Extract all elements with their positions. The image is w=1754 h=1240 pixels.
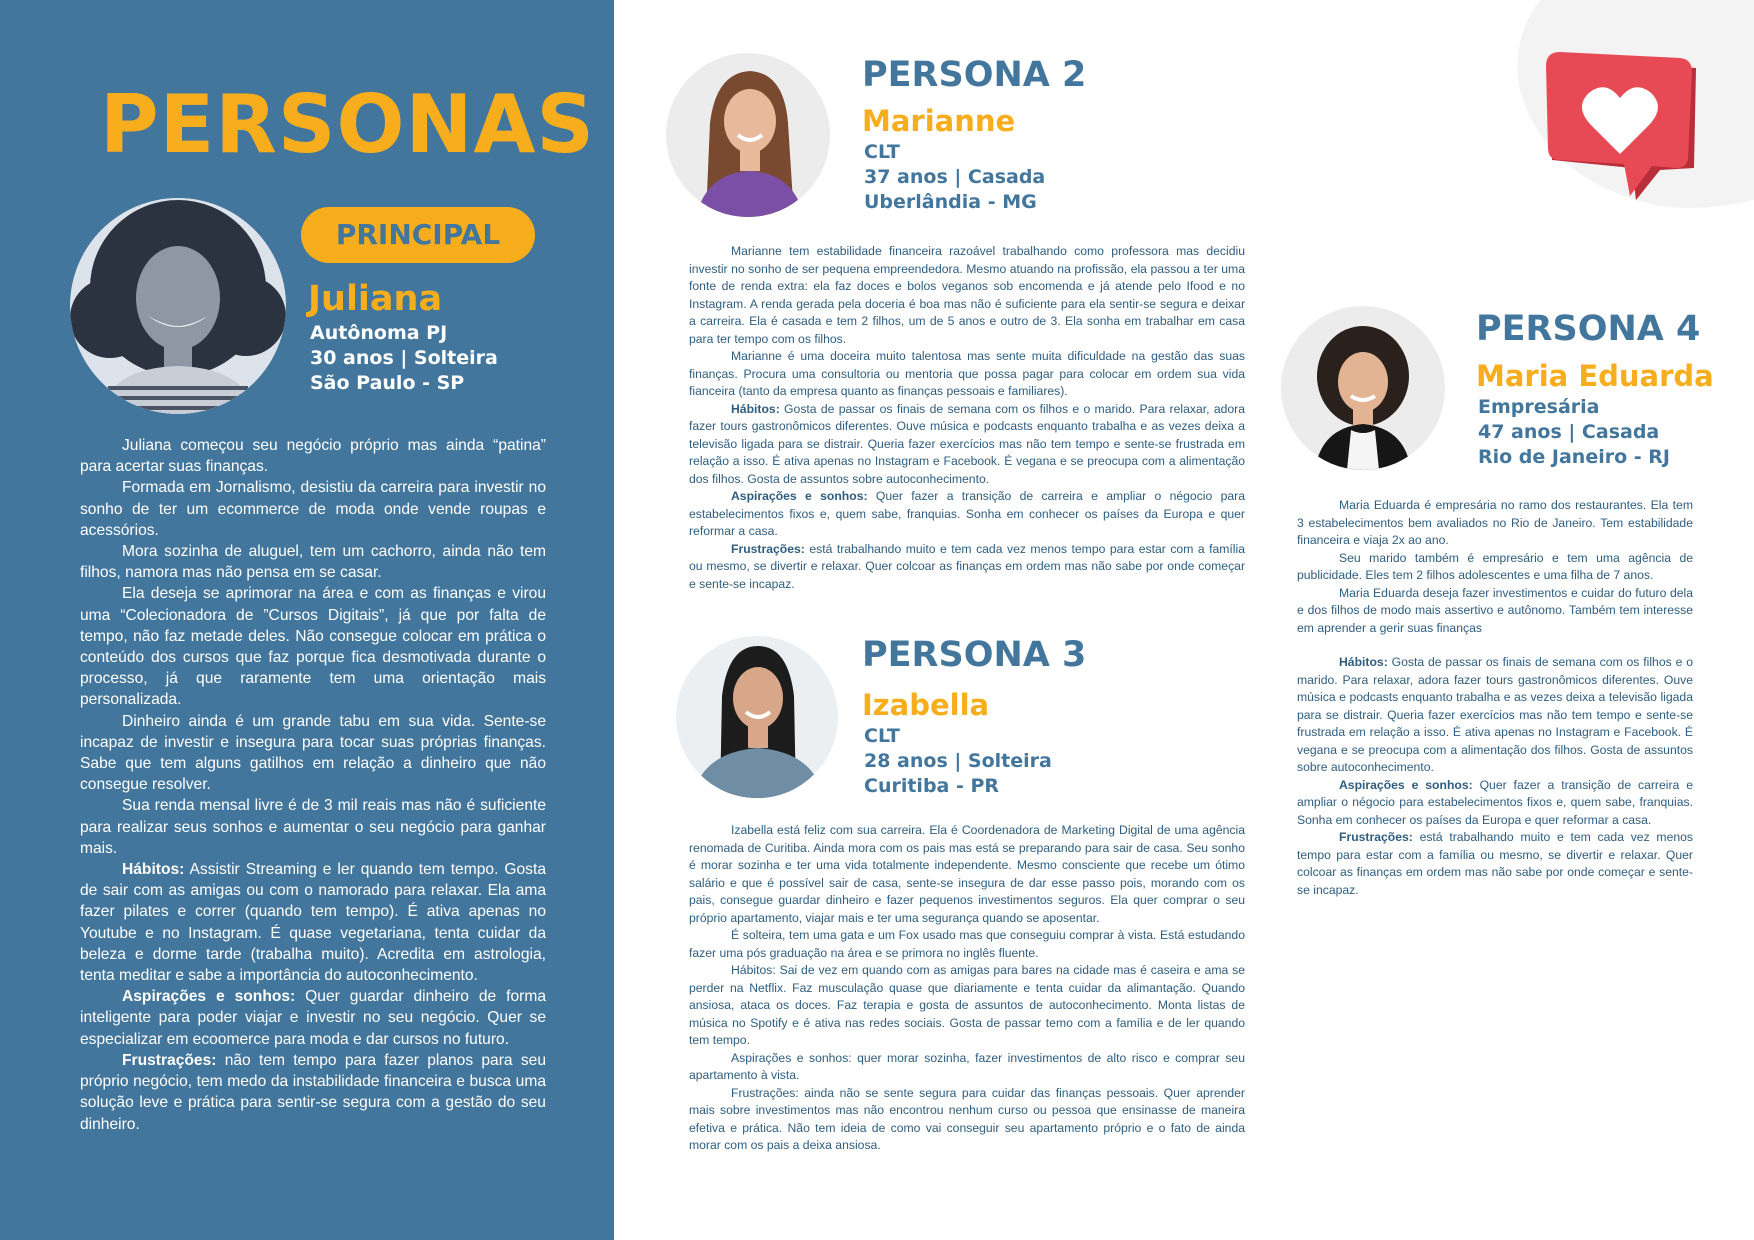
- juliana-name: Juliana: [308, 279, 443, 319]
- izabella-info: [864, 724, 1052, 799]
- maria-eduarda-location: Rio de Janeiro - RJ: [1478, 446, 1670, 468]
- paragraph-label: Hábitos:: [731, 401, 780, 416]
- paragraph-text: Ela deseja se aprimorar na área e com as finanças e virou uma “Colecionadora de ”Cursos Digitais”, já que por falta de tempo, não faz metade deles. Não consegue colocar em prática o conteúdo dos cursos que faz porque fica desmotivada durante o processo, já que raramente tem uma orientação mais personalizada.: [80, 585, 546, 709]
- paragraph-text: Marianne é uma doceira muito talentosa mas sente muita dificuldade na gestão das suas finanças. Procura uma consultoria ou mentoria que possa pagar para colocar em ordem sua vida fianceira (tanto da empresa quanto as finanças pessoais e familiares).: [689, 349, 1245, 398]
- description-paragraph: [1297, 585, 1693, 638]
- paragraph-text: está trabalhando muito e tem cada vez menos tempo para estar com a família ou mesmo, se divertir e relaxar. Quer colcoar as finanças em ordem mas não sabe por onde começar e sente-se incapaz.: [1297, 830, 1693, 897]
- paragraph-text: Assistir Streaming e ler quando tem tempo. Gosta de sair com as amigas ou com o namorado para relaxar. Ela ama fazer pilates e correr (quando tem tempo). É ativa apenas no Youtube e no Instagram. É quase vegetariana, tenta cuidar da beleza e dorme tarde (trabalha muito). Acredita em astrologia, tenta meditar e sabe a importância do autoconhecimento.: [80, 861, 546, 985]
- paragraph-text: Quer fazer a transição de carreira e ampliar o négocio para estabelecimentos fixos e, quem sabe, franquias. Sonha em conhecer os países da Europa e quer reformar a casa.: [689, 489, 1245, 538]
- description-paragraph: [689, 401, 1245, 489]
- description-paragraph: [689, 962, 1245, 1050]
- description-paragraph: [80, 541, 546, 583]
- paragraph-text: Maria Eduarda é empresária no ramo dos restaurantes. Ela tem 3 estabelecimentos bem avaliados no Rio de Janeiro. Tem estabilidade financeira e viaja 2x ao ano.: [1297, 498, 1693, 547]
- paragraph-label: Frustrações:: [731, 541, 805, 556]
- description-paragraph: [80, 583, 546, 710]
- paragraph-label: Aspirações e sonhos:: [122, 988, 296, 1006]
- maria-eduarda-name: Maria Eduarda: [1476, 359, 1714, 393]
- paragraph-text: Mora sozinha de aluguel, tem um cachorro, ainda não tem filhos, namora mas não pensa em se casar.: [80, 543, 546, 582]
- marianne-name: Marianne: [862, 104, 1016, 138]
- persona3-heading: PERSONA 3: [862, 635, 1087, 675]
- juliana-age-status: 30 anos | Solteira: [310, 347, 498, 369]
- description-paragraph: [1297, 654, 1693, 777]
- page-title: PERSONAS: [100, 78, 595, 171]
- description-paragraph: [1297, 497, 1693, 550]
- izabella-age-status: 28 anos | Solteira: [864, 750, 1052, 772]
- izabella-name: Izabella: [862, 688, 990, 722]
- paragraph-text: Seu marido também é empresário e tem uma agência de publicidade. Eles tem 2 filhos adolescentes e uma filha de 7 anos.: [1297, 550, 1693, 582]
- description-paragraph: [80, 711, 546, 796]
- marianne-info: [864, 140, 1045, 215]
- persona4-heading: PERSONA 4: [1476, 309, 1701, 349]
- description-paragraph: [689, 1050, 1245, 1085]
- paragraph-text: Sua renda mensal livre é de 3 mil reais mas não é suficiente para realizar seus sonhos e aumentar o seu negócio para ganhar mais.: [80, 797, 546, 857]
- paragraph-label: Aspirações e sonhos:: [731, 489, 868, 503]
- izabella-location: Curitiba - PR: [864, 775, 1000, 797]
- juliana-info: [310, 321, 498, 396]
- description-paragraph: [80, 986, 546, 1050]
- description-paragraph: [1297, 550, 1693, 585]
- description-paragraph: [689, 1085, 1245, 1155]
- marianne-occupation: CLT: [864, 141, 900, 163]
- paragraph-text: É solteira, tem uma gata e um Fox usado mas que conseguiu comprar à vista. Está estudando fazer uma pós graduação na área e se primora no inglês fluente.: [689, 928, 1245, 960]
- marianne-photo: [666, 53, 830, 217]
- description-paragraph: [1297, 829, 1693, 899]
- juliana-photo: [70, 198, 286, 414]
- paragraph-text: Dinheiro ainda é um grande tabu em sua vida. Sente-se incapaz de investir e insegura para tocar suas próprias finanças. Sabe que tem alguns gatilhos em relação a dinheiro que não consegue resolver.: [80, 712, 546, 794]
- paragraph-text: Gosta de passar os finais de semana com os filhos e o marido. Para relaxar, adora fazer tours gastronômicos diferentes. Ouve música e podcasts enquanto trabalha e as vezes deixa a televisão ligada para se distrair. Queria fazer exercícios mas não tem tempo e sente-se frustrada em relação a isso. É ativa apenas no Instagram e Facebook. É vegana e se preocupa com a alimentação dos filhos. Gosta de assuntos sobre autoconhecimento.: [1297, 655, 1693, 774]
- izabella-photo: [676, 636, 838, 798]
- paragraph-text: Formada em Jornalismo, desistiu da carreira para investir no sonho de ter um ecommerce de moda onde vende roupas e acessórios.: [80, 479, 546, 539]
- paragraph-text: Juliana começou seu negócio próprio mas ainda “patina” para acertar suas finanças.: [80, 437, 546, 476]
- izabella-description: [689, 822, 1245, 1155]
- description-paragraph: [689, 488, 1245, 541]
- description-paragraph: [689, 822, 1245, 927]
- maria-eduarda-description: [1297, 497, 1693, 899]
- izabella-occupation: CLT: [864, 725, 900, 747]
- paragraph-label: Frustrações:: [1339, 830, 1413, 844]
- maria-eduarda-photo: [1281, 306, 1445, 470]
- description-paragraph: [80, 1050, 546, 1135]
- description-paragraph: [689, 927, 1245, 962]
- maria-eduarda-info: [1478, 395, 1670, 470]
- paragraph-text: Izabella está feliz com sua carreira. Ela é Coordenadora de Marketing Digital de uma agência renomada de Curitiba. Ainda mora com os pais mas está se preparando para sair de casa. Seu sonho é morar sozinha e ter uma vida totalmente independente. Mesmo consciente que recebe um ótimo salário e que é possível sair de casa, sente-se insegura de dar esse passo pois, morando com os pais, consegue guardar dinheiro e fazer pequenos investimentos seguros. Ela quer comprar o seu próprio apartamento, viajar mais e ter uma segurança quando se aposentar.: [689, 823, 1245, 925]
- paragraph-label: Aspirações e sonhos:: [1339, 777, 1473, 792]
- paragraph-label: Frustrações:: [122, 1051, 217, 1069]
- paragraph-text: Gosta de passar os finais de semana com os filhos e o marido. Para relaxar, adora fazer tours gastronômicos diferentes. Ouve música e podcasts enquanto trabalha e as vezes deixa a televisão ligada para se distrair. Queria fazer exercícios mas não tem tempo e sente-se frustrada em relação a isso. É ativa apenas no Instagram e Facebook. É vegana e se preocupa com a alimentação dos filhos. Gosta de assuntos sobre autoconhecimento.: [689, 401, 1245, 486]
- paragraph-text: Hábitos: Sai de vez em quando com as amigas para bares na cidade mas é caseira e ama se perder na Netflix. Faz musculação quase que diariamente e tenta cuidar da alimantação. Quando ansiosa, ataca os doces. Faz terapia e gosta de assuntos de autoconhecimento. Monta listas de música no Spotify e é ativa nas redes sociais. Gosta de passar temo com a família e de ler quando tem tempo.: [689, 963, 1245, 1047]
- principal-badge: PRINCIPAL: [301, 207, 535, 263]
- paragraph-text: Quer guardar dinheiro de forma inteligente para poder viajar e investir no seu negócio. Quer se especializar em ecoomerce para moda e dar cursos no futuro.: [80, 988, 546, 1048]
- juliana-description: [80, 435, 546, 1135]
- paragraph-text: está trabalhando muito e tem cada vez menos tempo para estar com a família ou mesmo, se divertir e relaxar. Quer colcoar as finanças em ordem mas não sabe por onde começar e sente-se incapaz.: [689, 541, 1245, 591]
- description-paragraph: [1297, 777, 1693, 830]
- paragraph-text: Quer fazer a transição de carreira e ampliar o négocio para estabelecimentos fixos e, quem sabe, franquias. Sonha em conhecer os países da Europa e quer reformar a casa.: [1297, 777, 1693, 827]
- description-paragraph: [80, 435, 546, 477]
- juliana-occupation: Autônoma PJ: [310, 322, 448, 344]
- paragraph-label: Hábitos:: [122, 861, 185, 879]
- paragraph-text: Marianne tem estabilidade financeira razoável trabalhando como professora mas decidiu investir no sonho de ser pequena empreendedora. Mesmo atuando na profissão, ela passou a ter uma fonte de renda extra: ela faz doces e bolos veganos sob encomenda e já atende pelo Ifood e no Instagram. A renda gerada pela doceria é boa mas não é suficiente para ela sentir-se segura e deixar a carreira. Ela é casada e tem 2 filhos, um de 5 anos e outro de 3. Ela sonha em trabalhar em casa para ter tempo com os filhos.: [689, 244, 1245, 346]
- paragraph-text: não tem tempo para fazer planos para seu próprio negócio, tem medo da instabilidade financeira e busca uma solução leve e prática para sentir-se segura com a gestão do seu dinheiro.: [80, 1051, 546, 1133]
- description-paragraph: [80, 477, 546, 541]
- description-paragraph: [80, 859, 546, 986]
- maria-eduarda-age-status: 47 anos | Casada: [1478, 421, 1660, 443]
- marianne-location: Uberlândia - MG: [864, 191, 1037, 213]
- description-paragraph: [689, 541, 1245, 594]
- paragraph-text: Aspirações e sonhos: quer morar sozinha, fazer investimentos de alto risco e comprar seu apartamento à vista.: [689, 1050, 1245, 1082]
- maria-eduarda-occupation: Empresária: [1478, 396, 1600, 418]
- juliana-location: São Paulo - SP: [310, 372, 465, 394]
- persona2-heading: PERSONA 2: [862, 55, 1087, 95]
- marianne-description: [689, 243, 1245, 593]
- paragraph-text: Maria Eduarda deseja fazer investimentos e cuidar do futuro dela e dos filhos de modo mais assertivo e autônomo. Também tem interesse em aprender a gerir suas finanças: [1297, 585, 1693, 635]
- marianne-age-status: 37 anos | Casada: [864, 166, 1046, 188]
- description-paragraph: [689, 243, 1245, 348]
- description-paragraph: [80, 795, 546, 859]
- heart-speech-bubble-icon: [1540, 50, 1700, 210]
- description-paragraph: [689, 348, 1245, 401]
- paragraph-label: Hábitos:: [1339, 655, 1388, 669]
- paragraph-text: Frustrações: ainda não se sente segura para cuidar das finanças pessoais. Quer aprender mais sobre investimentos mas não encontrou nenhum curso ou pessoa que ensinasse de maneira efetiva e prática. Não tem ideia de como vai conseguir seu apartamento próprio e o fato de ainda morar com os pais a deixa ansiosa.: [689, 1085, 1245, 1152]
